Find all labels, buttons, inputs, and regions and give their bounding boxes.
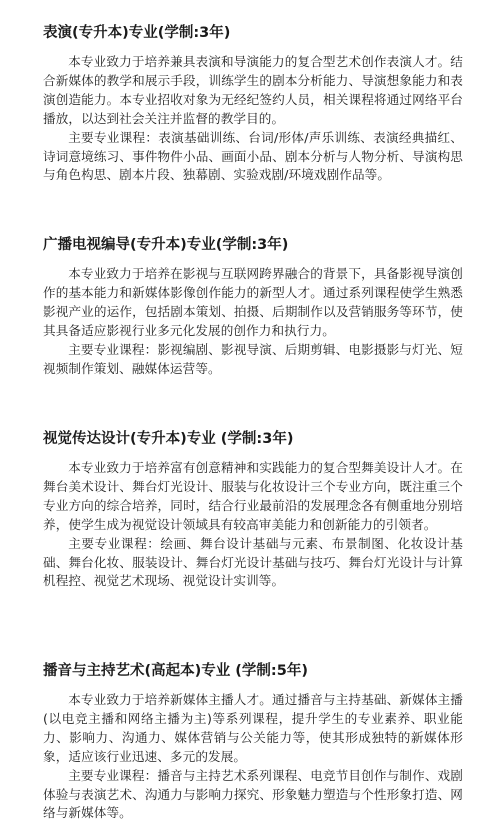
section-courses-paragraph: 主要专业课程：影视编剧、影视导演、后期剪辑、电影摄影与灯光、短视频制作策划、融媒体运营等。: [43, 341, 463, 376]
section-courses-paragraph: 主要专业课程：表演基础训练、台词/形体/声乐训练、表演经典描红、诗词意境练习、事件物件小品、画面小品、剧本分析与人物分析、导演构思与角色构思、剧本片段、独幕剧、实验戏剧/环境戏剧作品等。: [43, 129, 463, 183]
program-section-visual-design: [43, 430, 463, 591]
section-heading: 表演(专升本)专业(学制:3年): [43, 25, 231, 41]
program-section-acting: [43, 24, 463, 185]
program-section-broadcasting-hosting: [43, 662, 463, 823]
section-courses-paragraph: 主要专业课程：播音与主持艺术系列课程、电竞节目创作与制作、戏剧体验与表演艺术、沟通力与影响力探究、形象魅力塑造与个性形象打造、网络与新媒体等。: [43, 767, 463, 821]
section-courses-paragraph: 主要专业课程：绘画、舞台设计基础与元素、布景制图、化妆设计基础、舞台化妆、服装设计、舞台灯光设计基础与技巧、舞台灯光设计与计算机程控、视觉艺术现场、视觉设计实训等。: [43, 535, 463, 589]
section-intro-paragraph: 本专业致力于培养新媒体主播人才。通过播音与主持基础、新媒体主播(以电竞主播和网络主播为主)等系列课程，提升学生的专业素养、职业能力、影响力、沟通力、媒体营销与公关能力等，使其形成独特的新媒体形象，适应该行业迅速、多元的发展。: [43, 692, 463, 764]
section-intro-paragraph: 本专业致力于培养富有创意精神和实践能力的复合型舞美设计人才。在舞台美术设计、舞台灯光设计、服装与化妆设计三个专业方向，既注重三个专业方向的综合培养，同时，结合行业最前沿的发展理念各有侧重地分别培养，使学生成为视觉设计领域具有较高审美能力和创新能力的引领者。: [43, 460, 463, 532]
section-heading: 广播电视编导(专升本)专业(学制:3年): [43, 237, 289, 253]
section-heading: 播音与主持艺术(高起本)专业 (学制:5年): [43, 663, 308, 679]
section-intro-paragraph: 本专业致力于培养兼具表演和导演能力的复合型艺术创作表演人才。结合新媒体的教学和展示手段，训练学生的剧本分析能力、导演想象能力和表演创造能力。本专业招收对象为无经纪签约人员，相关课程将通过网络平台播放，以达到社会关注并监督的教学目的。: [43, 54, 463, 126]
program-section-broadcast-directing: [43, 236, 463, 378]
section-heading: 视觉传达设计(专升本)专业 (学制:3年): [43, 431, 294, 447]
section-intro-paragraph: 本专业致力于培养在影视与互联网跨界融合的背景下，具备影视导演创作的基本能力和新媒体影像创作能力的新型人才。通过系列课程使学生熟悉影视产业的运作，包括剧本策划、拍摄、后期制作以及营销服务等环节，使其具备适应影视行业多元化发展的创作力和执行力。: [43, 266, 463, 338]
